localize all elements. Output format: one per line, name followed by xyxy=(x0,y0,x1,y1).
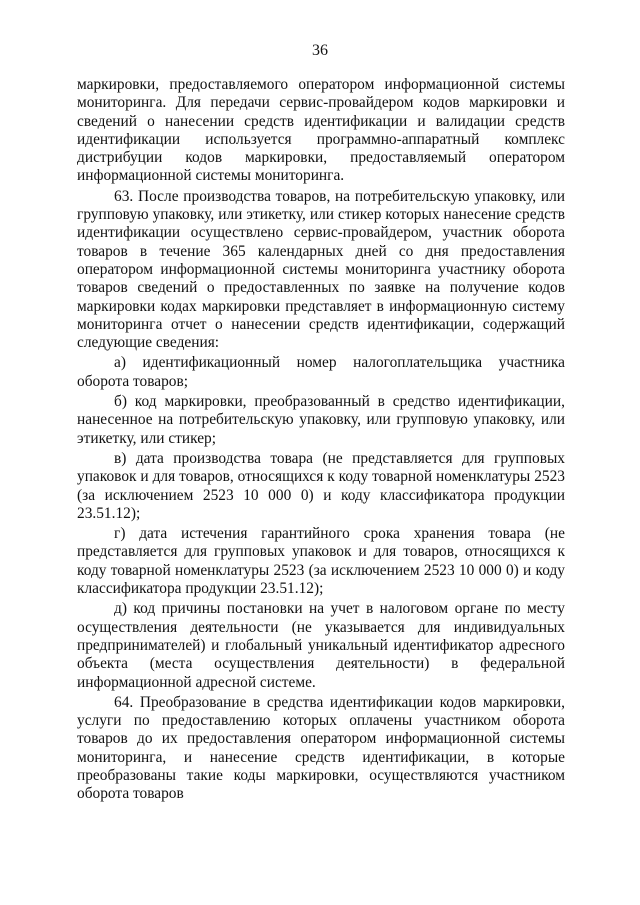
paragraph-item-63: 63. После производства товаров, на потребительскую упаковку, или групповую упаковку, или этикетку, или стикер которых нанесение средств идентификации осуществлено сервис-провайдером, участник оборота товаров в течение 365 календарных дней со дня предоставления оператором информационной системы мониторинга участнику оборота товаров сведений о предоставленных по заявке на получение кодов маркировки кодах маркировки представляет в информационную систему мониторинга отчет о нанесении средств идентификации, содержащий следующие сведения: xyxy=(77,187,565,352)
paragraph-subitem-b: б) код маркировки, преобразованный в средство идентификации, нанесенное на потребительскую упаковку, или групповую упаковку, или этикетку, или стикер; xyxy=(77,393,565,447)
paragraph-subitem-a: а) идентификационный номер налогоплательщика участника оборота товаров; xyxy=(77,354,565,390)
paragraph-subitem-v: в) дата производства товара (не представляется для групповых упаковок и для товаров, относящихся к коду товарной номенклатуры 2523 (за исключением 2523 10 000 0) и коду классификатора продукции 23.51.12); xyxy=(77,449,565,522)
paragraph-item-64: 64. Преобразование в средства идентификации кодов маркировки, услуги по предоставлению которых оплачены участником оборота товаров до их предоставления оператором информационной системы мониторинга, и нанесение средств идентификации, в которые преобразованы такие коды маркировки, осуществляются участником оборота товаров xyxy=(77,693,565,803)
paragraph-subitem-g: г) дата истечения гарантийного срока хранения товара (не представляется для групповых упаковок и для товаров, относящихся к коду товарной номенклатуры 2523 (за исключением 2523 10 000 0) и коду классификатора продукции 23.51.12); xyxy=(77,525,565,598)
document-body xyxy=(77,76,565,804)
paragraph-continuation: маркировки, предоставляемого оператором информационной системы мониторинга. Для передачи сервис-провайдером кодов маркировки и сведений о нанесении средств идентификации и валидации средств идентификации используется программно-аппаратный комплекс дистрибуции кодов маркировки, предоставляемый оператором информационной системы мониторинга. xyxy=(77,76,565,185)
paragraph-subitem-d: д) код причины постановки на учет в налоговом органе по месту осуществления деятельности (не указывается для индивидуальных предпринимателей) и глобальный уникальный идентификатор адресного объекта (места осуществления деятельности) в федеральной информационной адресной системе. xyxy=(77,600,565,691)
page-number: 36 xyxy=(312,42,328,59)
